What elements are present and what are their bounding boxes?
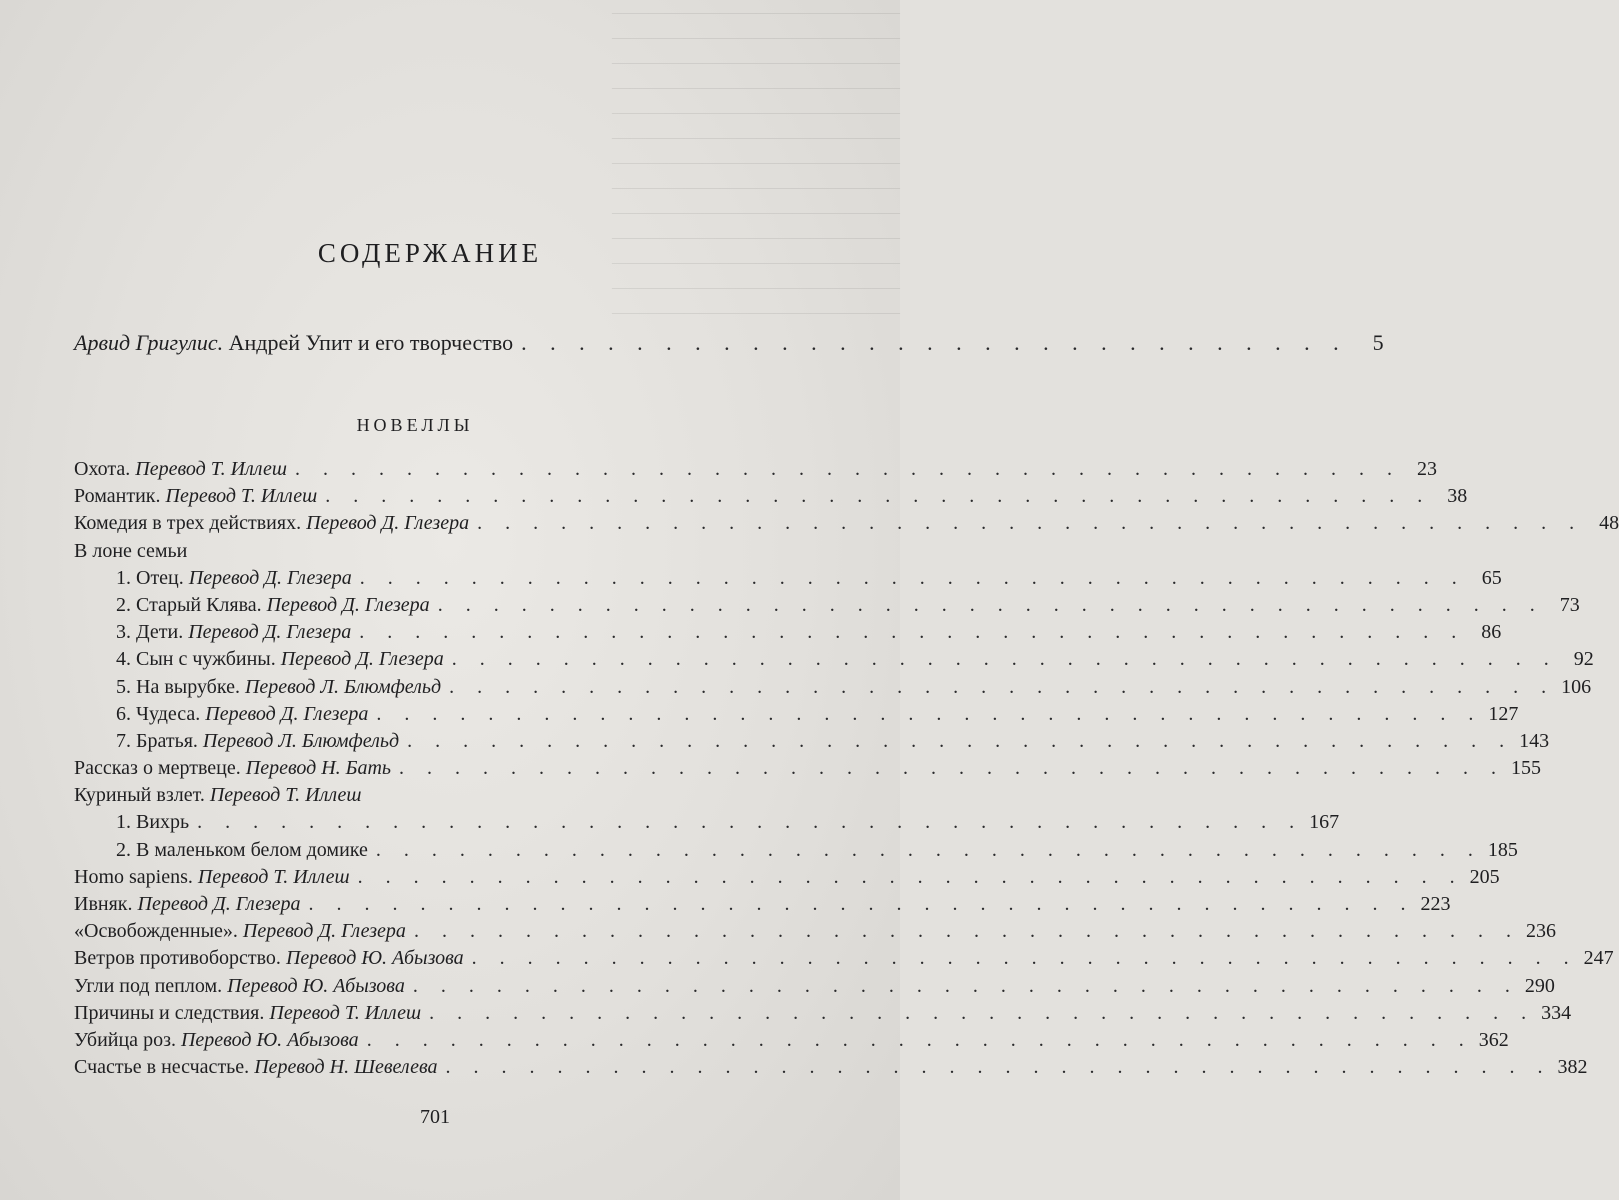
toc-entry-page-number: 48 [1599, 512, 1619, 535]
toc-entry-translator: Перевод Н. Шевелева [254, 1056, 438, 1079]
toc-entry-title: В лоне семьи [74, 539, 188, 562]
dot-leader: . . . . . . . . . . . . . . . . . . . . . . . . . . . . . . . . . . . . . . . . [376, 702, 1483, 725]
dot-leader: . . . . . . . . . . . . . . . . . . . . . . . . . . . . . [521, 330, 1348, 355]
dot-leader: . . . . . . . . . . . . . . . . . . . . . . . . . . . . . . . . . . . . . . . . [412, 974, 1519, 997]
toc-entry-title: Ивняк. [74, 893, 133, 915]
toc-entry-page-number: 65 [1481, 566, 1502, 589]
toc-entry-title-line [74, 485, 317, 508]
toc-entry-page-number: 167 [1309, 811, 1340, 834]
toc-entry-page-number: 362 [1478, 1028, 1509, 1051]
toc-entry-translator: Перевод Л. Блюмфельд [244, 675, 442, 698]
toc-entry [74, 621, 1502, 648]
toc-entry-title-line [116, 621, 351, 644]
section-heading: НОВЕЛЛЫ [356, 415, 474, 435]
toc-entry-page-number: 73 [1559, 593, 1580, 616]
dot-leader: . . . . . . . . . . . . . . . . . . . . . . . . . . . . . . . . . . . . . . . . [375, 838, 1482, 861]
toc-entry-title: 1. Отец. [116, 566, 184, 589]
toc-entry [74, 920, 1556, 947]
toc-entry-page-number: 223 [1420, 893, 1451, 915]
toc-entry-translator: Перевод Т. Иллеш [135, 458, 287, 480]
toc-entry-translator: Перевод Д. Глезера [205, 702, 369, 725]
toc-entry [74, 702, 1519, 730]
toc-entry [74, 974, 1555, 1002]
toc-entry-title-line [116, 730, 399, 753]
toc-entry-translator: Перевод Т. Иллеш [269, 1001, 422, 1024]
toc-entry-title: 7. Братья. [116, 729, 198, 752]
dot-leader: . . . . . . . . . . . . . . . . . . . . . . . . . . . . . . . . . . . . . . . . [294, 458, 1401, 480]
dot-leader: . . . . . . . . . . . . . . . . . . . . . . . . . . . . . . . . . . . . . . . . [325, 485, 1432, 508]
toc-entry-title: 5. На вырубке. [116, 675, 240, 698]
toc-entry-title: 6. Чудеса. [116, 702, 201, 725]
toc-entry-translator: Перевод Д. Глезера [188, 566, 352, 589]
dot-leader: . . . . . . . . . . . . . . . . . . . . . . . . . . . . . . . . . . . . . . . . [357, 865, 1464, 888]
toc-entry-title: Угли под пеплом. [74, 974, 223, 997]
toc-entry-title-line [74, 512, 469, 535]
intro-title-line [74, 330, 513, 356]
toc-entry-title: Романтик. [74, 485, 161, 508]
toc-entry-title: 2. Старый Клява. [116, 593, 262, 616]
toc-entry [74, 757, 1542, 784]
toc-entry-page-number: 92 [1573, 648, 1594, 671]
toc-entry-page-number: 247 [1583, 947, 1614, 970]
toc-entry-page-number: 185 [1487, 838, 1518, 861]
toc-entry-page-number: 382 [1557, 1056, 1588, 1079]
toc-entry [74, 893, 1451, 920]
toc-entry-page-number: 106 [1561, 675, 1592, 698]
toc-entry [74, 947, 1614, 974]
toc-entry-title-line [116, 594, 430, 617]
toc-entry [74, 485, 1468, 512]
toc-entry-page-number: 334 [1541, 1001, 1572, 1024]
toc-entry [74, 540, 794, 567]
toc-entry-title: Рассказ о мертвеце. [74, 757, 241, 780]
toc-entry-title-line [116, 648, 444, 671]
toc-entry-page-number: 205 [1469, 865, 1500, 888]
intro-title: Андрей Упит и его творчество [228, 330, 514, 355]
toc-entry-title-line [74, 893, 301, 916]
bleed-through-text: ———————————————— ———————————————— ———————————————— ———————————————— ———————————————— ———————————————— ———————————————— ———————————————— ———————————————— ———————————————— ———————————————— ———————————————— ———————————————— [612, 2, 900, 322]
toc-entry-translator: Перевод Д. Глезера [137, 893, 301, 915]
dot-leader: . . . . . . . . . . . . . . . . . . . . . . . . . . . . . . . . . . . . . . . . [451, 648, 1558, 671]
dot-leader: . . . . . . . . . . . . . . . . . . . . . . . . . . . . . . . . . . . . . . . . [437, 593, 1544, 616]
toc-entry-translator: Перевод Т. Иллеш [165, 485, 318, 508]
toc-entry [74, 1001, 1572, 1029]
toc-entry-title: «Освобожденные». [74, 920, 238, 943]
dot-leader: . . . . . . . . . . . . . . . . . . . . . . . . . . . . . . . . . . . . . . . . [366, 1028, 1473, 1051]
dot-leader: . . . . . . . . . . . . . . . . . . . . . . . . . . . . . . . . . . . . . . . . [429, 1001, 1536, 1024]
toc-entry-title-line [74, 975, 405, 998]
toc-entry [74, 865, 1500, 893]
intro-author: Арвид Григулис. [74, 330, 224, 355]
toc-entry-title: Комедия в трех действиях. [74, 512, 302, 535]
toc-entry-title: Homo sapiens. [74, 865, 193, 888]
toc-entry-translator: Перевод Ю. Абызова [180, 1028, 359, 1051]
toc-entry-title-line [116, 811, 189, 834]
toc-entry [74, 1056, 1588, 1083]
dot-leader: . . . . . . . . . . . . . . . . . . . . . . . . . . . . . . . . . . . . . . . . [359, 621, 1466, 644]
toc-entry-title: Счастье в несчастье. [74, 1056, 250, 1079]
toc-entry-title-line [74, 1002, 421, 1025]
toc-entry-title-line [74, 540, 187, 563]
toc-entry-page-number: 155 [1511, 757, 1542, 780]
toc-entry-translator: Перевод Т. Иллеш [197, 865, 350, 888]
toc-entry [74, 458, 1437, 485]
dot-leader: . . . . . . . . . . . . . . . . . . . . . . . . . . . . . . . . . . . . . . . . [407, 729, 1514, 752]
toc-entry [74, 512, 1619, 539]
toc-entry-title-line [116, 839, 368, 862]
toc-entry-title: Охота. [74, 458, 131, 480]
toc-entry-title-line [74, 920, 406, 943]
toc-entry-title: Куриный взлет. [74, 784, 205, 807]
toc-entry-translator: Перевод Л. Блюмфельд [202, 729, 400, 752]
intro-entry [74, 330, 1384, 362]
toc-entry-title-line [74, 1029, 359, 1052]
dot-leader: . . . . . . . . . . . . . . . . . . . . . . . . . . . . . . . . . . . . . . . . [413, 920, 1520, 943]
toc-entry-title-line [116, 703, 368, 726]
toc-entry [74, 675, 1592, 703]
toc-entry-title: 2. В маленьком белом домике [116, 838, 368, 861]
toc-entry-page-number: 143 [1519, 729, 1550, 752]
dot-leader: . . . . . . . . . . . . . . . . . . . . . . . . . . . . . . . . . . . . . . . . [449, 675, 1556, 698]
toc-entry-translator: Перевод Д. Глезера [266, 593, 430, 616]
toc-entry-title: Причины и следствия. [74, 1001, 265, 1024]
toc-entry-page-number: 290 [1524, 974, 1555, 997]
toc-entry-translator: Перевод Т. Иллеш [209, 784, 362, 807]
toc-entry-title: 4. Сын с чужбины. [116, 648, 276, 671]
toc-entry-title-line [116, 676, 441, 699]
toc-entry-page-number: 86 [1481, 621, 1502, 644]
toc-entry [74, 648, 1594, 675]
page-title: СОДЕРЖАНИЕ [317, 238, 543, 268]
toc-entry [74, 1028, 1509, 1056]
dot-leader: . . . . . . . . . . . . . . . . . . . . . . . . . . . . . . . . . . . . . . . . [445, 1056, 1552, 1079]
toc-entry-translator: Перевод Д. Глезера [242, 920, 406, 943]
toc-entry-translator: Перевод Ю. Абызова [227, 974, 405, 997]
toc-entry-title-line [74, 458, 287, 481]
toc-entry [74, 593, 1580, 621]
toc-entry-translator: Перевод Д. Глезера [188, 621, 352, 644]
toc-list [74, 458, 1619, 1083]
toc-entry-title-line [116, 567, 352, 590]
dot-leader: . . . . . . . . . . . . . . . . . . . . . . . . . . . . . . . . . . . . . . . . [359, 566, 1466, 589]
toc-entry [74, 838, 1518, 866]
toc-entry-title: Ветров противоборство. [74, 947, 281, 970]
toc-entry-translator: Перевод Д. Глезера [306, 512, 470, 535]
page-number: 701 [420, 1106, 450, 1128]
toc-entry-title-line [74, 757, 391, 780]
toc-entry-page-number: 23 [1416, 458, 1437, 480]
toc-entry-translator: Перевод Д. Глезера [280, 648, 444, 671]
toc-entry [74, 566, 1502, 594]
toc-entry-title-line [74, 947, 464, 970]
intro-page-number: 5 [1372, 330, 1384, 355]
toc-entry-page-number: 38 [1447, 485, 1468, 508]
toc-entry-title-line [74, 866, 350, 889]
toc-entry-title: Убийца роз. [74, 1028, 176, 1051]
dot-leader: . . . . . . . . . . . . . . . . . . . . . . . . . . . . . . . . . . . . . . . . [197, 811, 1304, 834]
toc-entry-page-number: 127 [1488, 702, 1519, 725]
toc-entry-title: 3. Дети. [116, 621, 184, 644]
toc-entry-page-number: 236 [1525, 920, 1556, 943]
dot-leader: . . . . . . . . . . . . . . . . . . . . . . . . . . . . . . . . . . . . . . . . [477, 512, 1584, 535]
dot-leader: . . . . . . . . . . . . . . . . . . . . . . . . . . . . . . . . . . . . . . . . [471, 947, 1578, 970]
toc-entry-title-line [74, 1056, 438, 1079]
toc-entry-title-line [74, 784, 362, 807]
dot-leader: . . . . . . . . . . . . . . . . . . . . . . . . . . . . . . . . . . . . . . . . [308, 893, 1415, 915]
toc-entry [74, 729, 1550, 757]
toc-entry-translator: Перевод Ю. Абызова [285, 947, 464, 970]
toc-entry [74, 784, 794, 811]
toc-entry-title: 1. Вихрь [116, 811, 190, 834]
dot-leader: . . . . . . . . . . . . . . . . . . . . . . . . . . . . . . . . . . . . . . . . [399, 757, 1506, 780]
toc-entry-translator: Перевод Н. Бать [245, 757, 392, 780]
toc-entry [74, 811, 1340, 838]
